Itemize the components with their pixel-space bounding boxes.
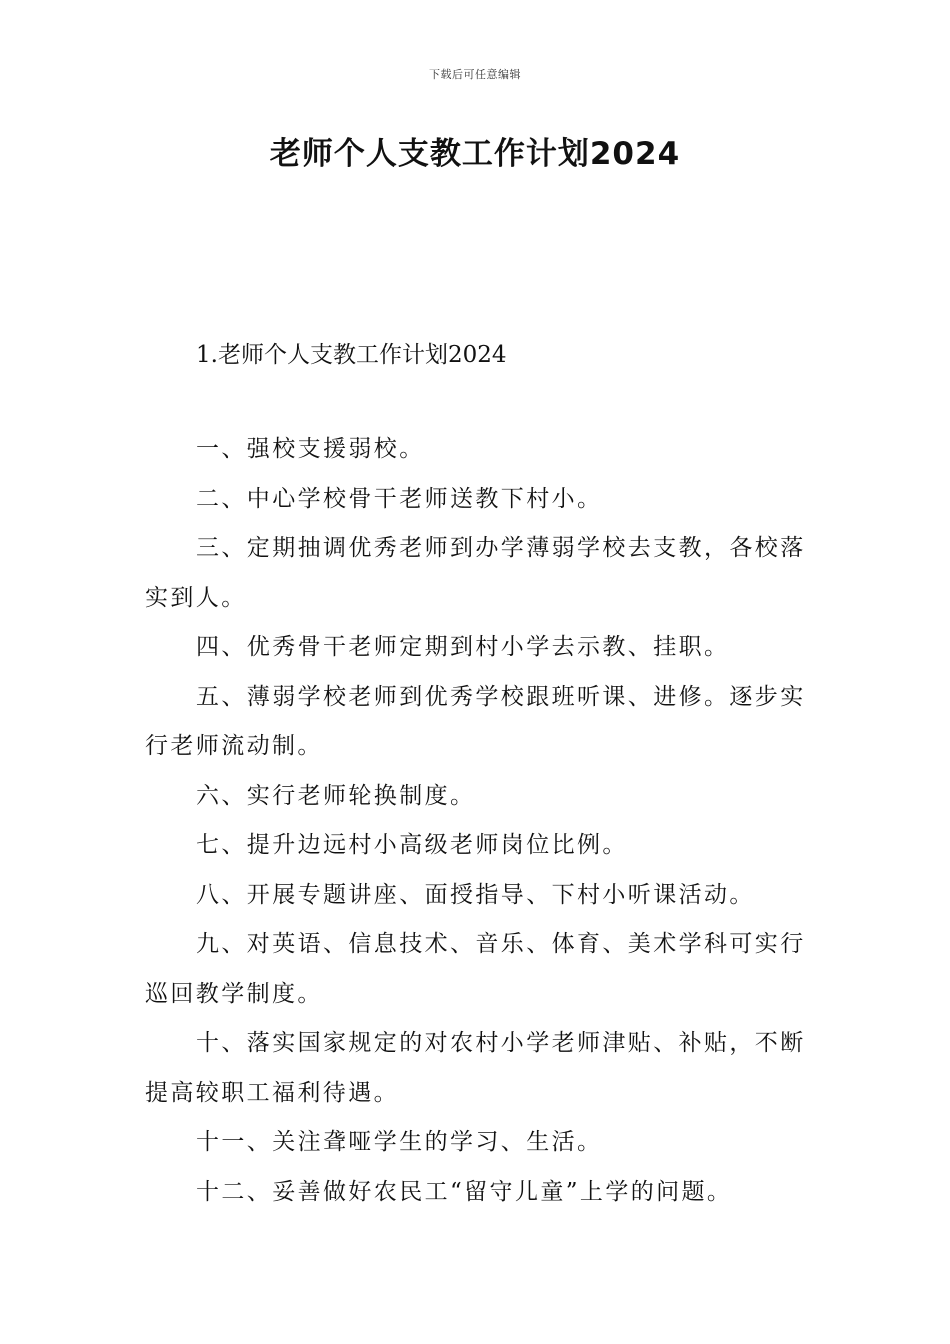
paragraph-2: 二、中心学校骨干老师送教下村小。	[196, 485, 603, 512]
paragraph-10: 十、落实国家规定的对农村小学老师津贴、补贴，不断提高较职工福利待遇。	[145, 1030, 806, 1106]
paragraph-4: 四、优秀骨干老师定期到村小学去示教、挂职。	[196, 634, 730, 660]
paragraph-1: 一、强校支援弱校。	[196, 436, 425, 462]
paragraph-11: 十一、关注聋哑学生的学习、生活。	[196, 1129, 603, 1155]
paragraph-9: 九、对英语、信息技术、音乐、体育、美术学科可实行巡回教学制度。	[145, 931, 806, 1007]
paragraph-7: 七、提升边远村小高级老师岗位比例。	[196, 832, 628, 858]
paragraph-6: 六、实行老师轮换制度。	[196, 782, 476, 809]
paragraph-12: 十二、妥善做好农民工“留守儿童”上学的问题。	[196, 1178, 733, 1205]
paragraph-8: 八、开展专题讲座、面授指导、下村小听课活动。	[196, 881, 755, 908]
paragraph-5: 五、薄弱学校老师到优秀学校跟班听课、进修。逐步实行老师流动制。	[145, 683, 806, 759]
document-body	[145, 425, 807, 1217]
section-heading: 1.老师个人支教工作计划2024	[196, 342, 507, 368]
document-title: 老师个人支教工作计划2024	[269, 136, 681, 172]
paragraph-3: 三、定期抽调优秀老师到办学薄弱学校去支教，各校落实到人。	[145, 535, 806, 611]
header-note: 下载后可任意编辑	[429, 68, 521, 81]
